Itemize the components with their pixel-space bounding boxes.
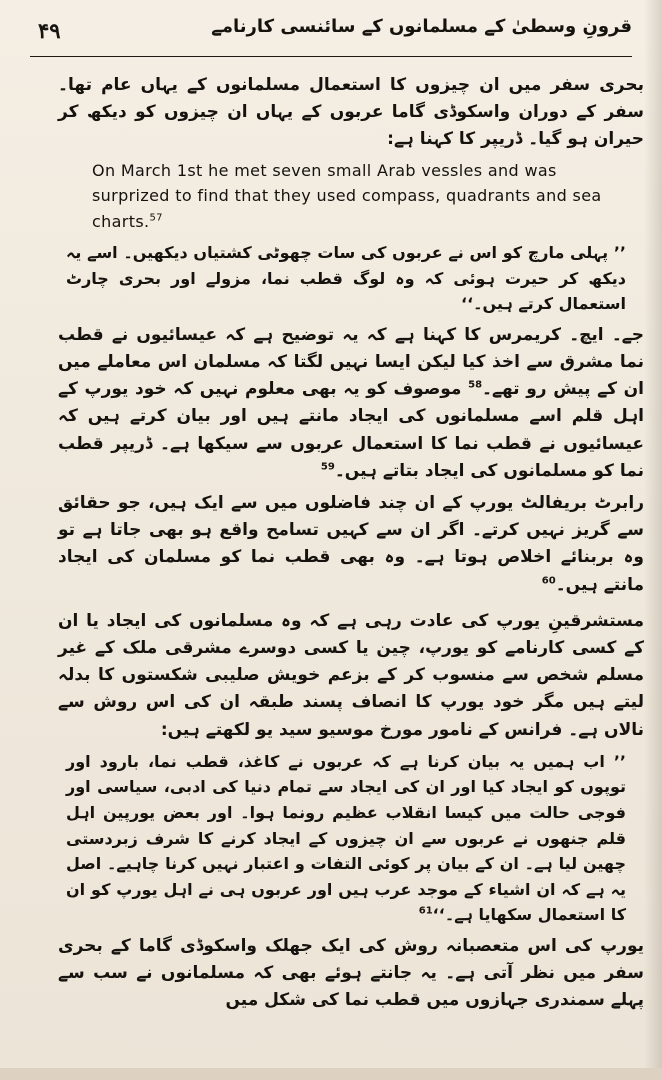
page-body bbox=[58, 72, 644, 1015]
sedillot-quote-text: ’’ اب ہمیں یہ بیان کرنا ہے کہ عربوں نے کاغذ، قطب نما، بارود اور توپوں کو ایجاد کیا اور ان کی ایجاد سے تمام دنیا کی ادبی، سیاسی اور فوجی حالت میں کیسا انقلاب عظیم رونما ہوا۔ اور بعض یورپین اہل قلم جنھوں نے عربوں سے ان چیزوں کے ایجاد کرنے کا شرف زبردستی چھین لیا ہے۔ ان کے بیان پر کوئی التفات و اعتبار نہیں کرنا چاہیے۔ اصل یہ ہے کہ ان اشیاء کے موجد عرب ہیں اور عربوں ہی نے اہل یورپ کو ان کا استعمال سکھایا ہے۔‘‘ bbox=[66, 751, 626, 925]
english-quote bbox=[92, 158, 636, 235]
footnote-61: 61 bbox=[418, 906, 433, 918]
header-title: قرونِ وسطیٰ کے مسلمانوں کے سائنسی کارنامے bbox=[211, 16, 632, 37]
footnote-58: 58 bbox=[468, 379, 483, 391]
urdu-translation-quote: ’’ پہلی مارچ کو اس نے عربوں کی سات چھوٹی کشتیاں دیکھیں۔ اسے یہ دیکھ کر حیرت ہوئی کہ وہ لوگ قطب نما، مزولے اور بحری چارٹ استعمال کرتے ہیں۔‘‘ bbox=[66, 243, 626, 314]
paragraph-2-part-a: جے۔ ایچ۔ کریمرس کا کہنا ہے کہ یہ توضیح ہے کہ عیسائیوں نے قطب نما مشرق سے اخذ کیا لیکن ایسا نہیں لگتا کہ مسلمان اس معاملے میں ان کے پیش رو تھے۔ bbox=[58, 324, 645, 400]
paragraph-5: یورپ کی اس متعصبانہ روش کی ایک جھلک واسکوڈی گاما کے بحری سفر میں نظر آتی ہے۔ یہ جانتے ہوئے بھی کہ مسلمانوں نے سب سے پہلے سمندری جہازوں میں قطب نما کی شکل میں bbox=[58, 935, 644, 1011]
page-edge-shadow bbox=[644, 0, 662, 1080]
english-quote-text: On March 1st he met seven small Arab vessles and was surprized to find that they used compass, quadrants and sea charts. bbox=[92, 160, 602, 232]
paragraph-2 bbox=[58, 322, 644, 485]
paragraph-3 bbox=[58, 490, 644, 599]
footnote-57: 57 bbox=[149, 212, 163, 224]
paragraph-3-text: رابرٹ بریفالٹ یورپ کے ان چند فاضلوں میں سے ایک ہیں، جو حقائق سے گریز نہیں کرتے۔ اگر ان سے کہیں تسامح واقع ہو بھی جاتا ہے تو وہ بربنائے اخلاص ہوتا ہے۔ وہ بھی قطب نما کو مسلمان کی ایجاد مانتے ہیں۔ bbox=[58, 493, 644, 595]
sedillot-quote bbox=[66, 749, 626, 928]
page-number: ۴۹ bbox=[38, 18, 61, 43]
running-header bbox=[30, 10, 632, 57]
paragraph-4: مستشرقینِ یورپ کی عادت رہی ہے کہ وہ مسلمانوں کی ایجاد یا ان کے کسی کارنامے کو یورپ، چین یا کسی دوسرے مشرقی ملک کے غیر مسلم شخص سے منسوب کر کے بزعم خویش صلیبی شکستوں کا بدلہ لیتے ہیں مگر خود یورپ کا انصاف پسند طبقہ ان کی اس روش سے نالاں ہے۔ فرانس کے نامور مورخ موسیو سید یو لکھتے ہیں: bbox=[58, 610, 644, 740]
footnote-59: 59 bbox=[320, 461, 335, 473]
page-bottom-edge bbox=[0, 1068, 662, 1080]
paragraph-1: بحری سفر میں ان چیزوں کا استعمال مسلمانوں کے یہاں عام تھا۔ سفر کے دوران واسکوڈی گاما عربوں کے یہاں ان چیزوں کو دیکھ کر حیران ہو گیا۔ ڈریپر کا کہنا ہے: bbox=[58, 75, 644, 150]
footnote-60: 60 bbox=[541, 574, 556, 586]
paragraph-2-part-b: موصوف کو یہ بھی معلوم نہیں کہ خود یورپ کے اہل قلم اسے مسلمانوں کی ایجاد مانتے ہیں اور بیان کرتے ہیں کہ عیسائیوں نے قطب نما کا استعمال عربوں سے سیکھا ہے۔ ڈریپر قطب نما کو مسلمانوں کی ایجاد بتاتے ہیں۔ bbox=[58, 379, 644, 481]
